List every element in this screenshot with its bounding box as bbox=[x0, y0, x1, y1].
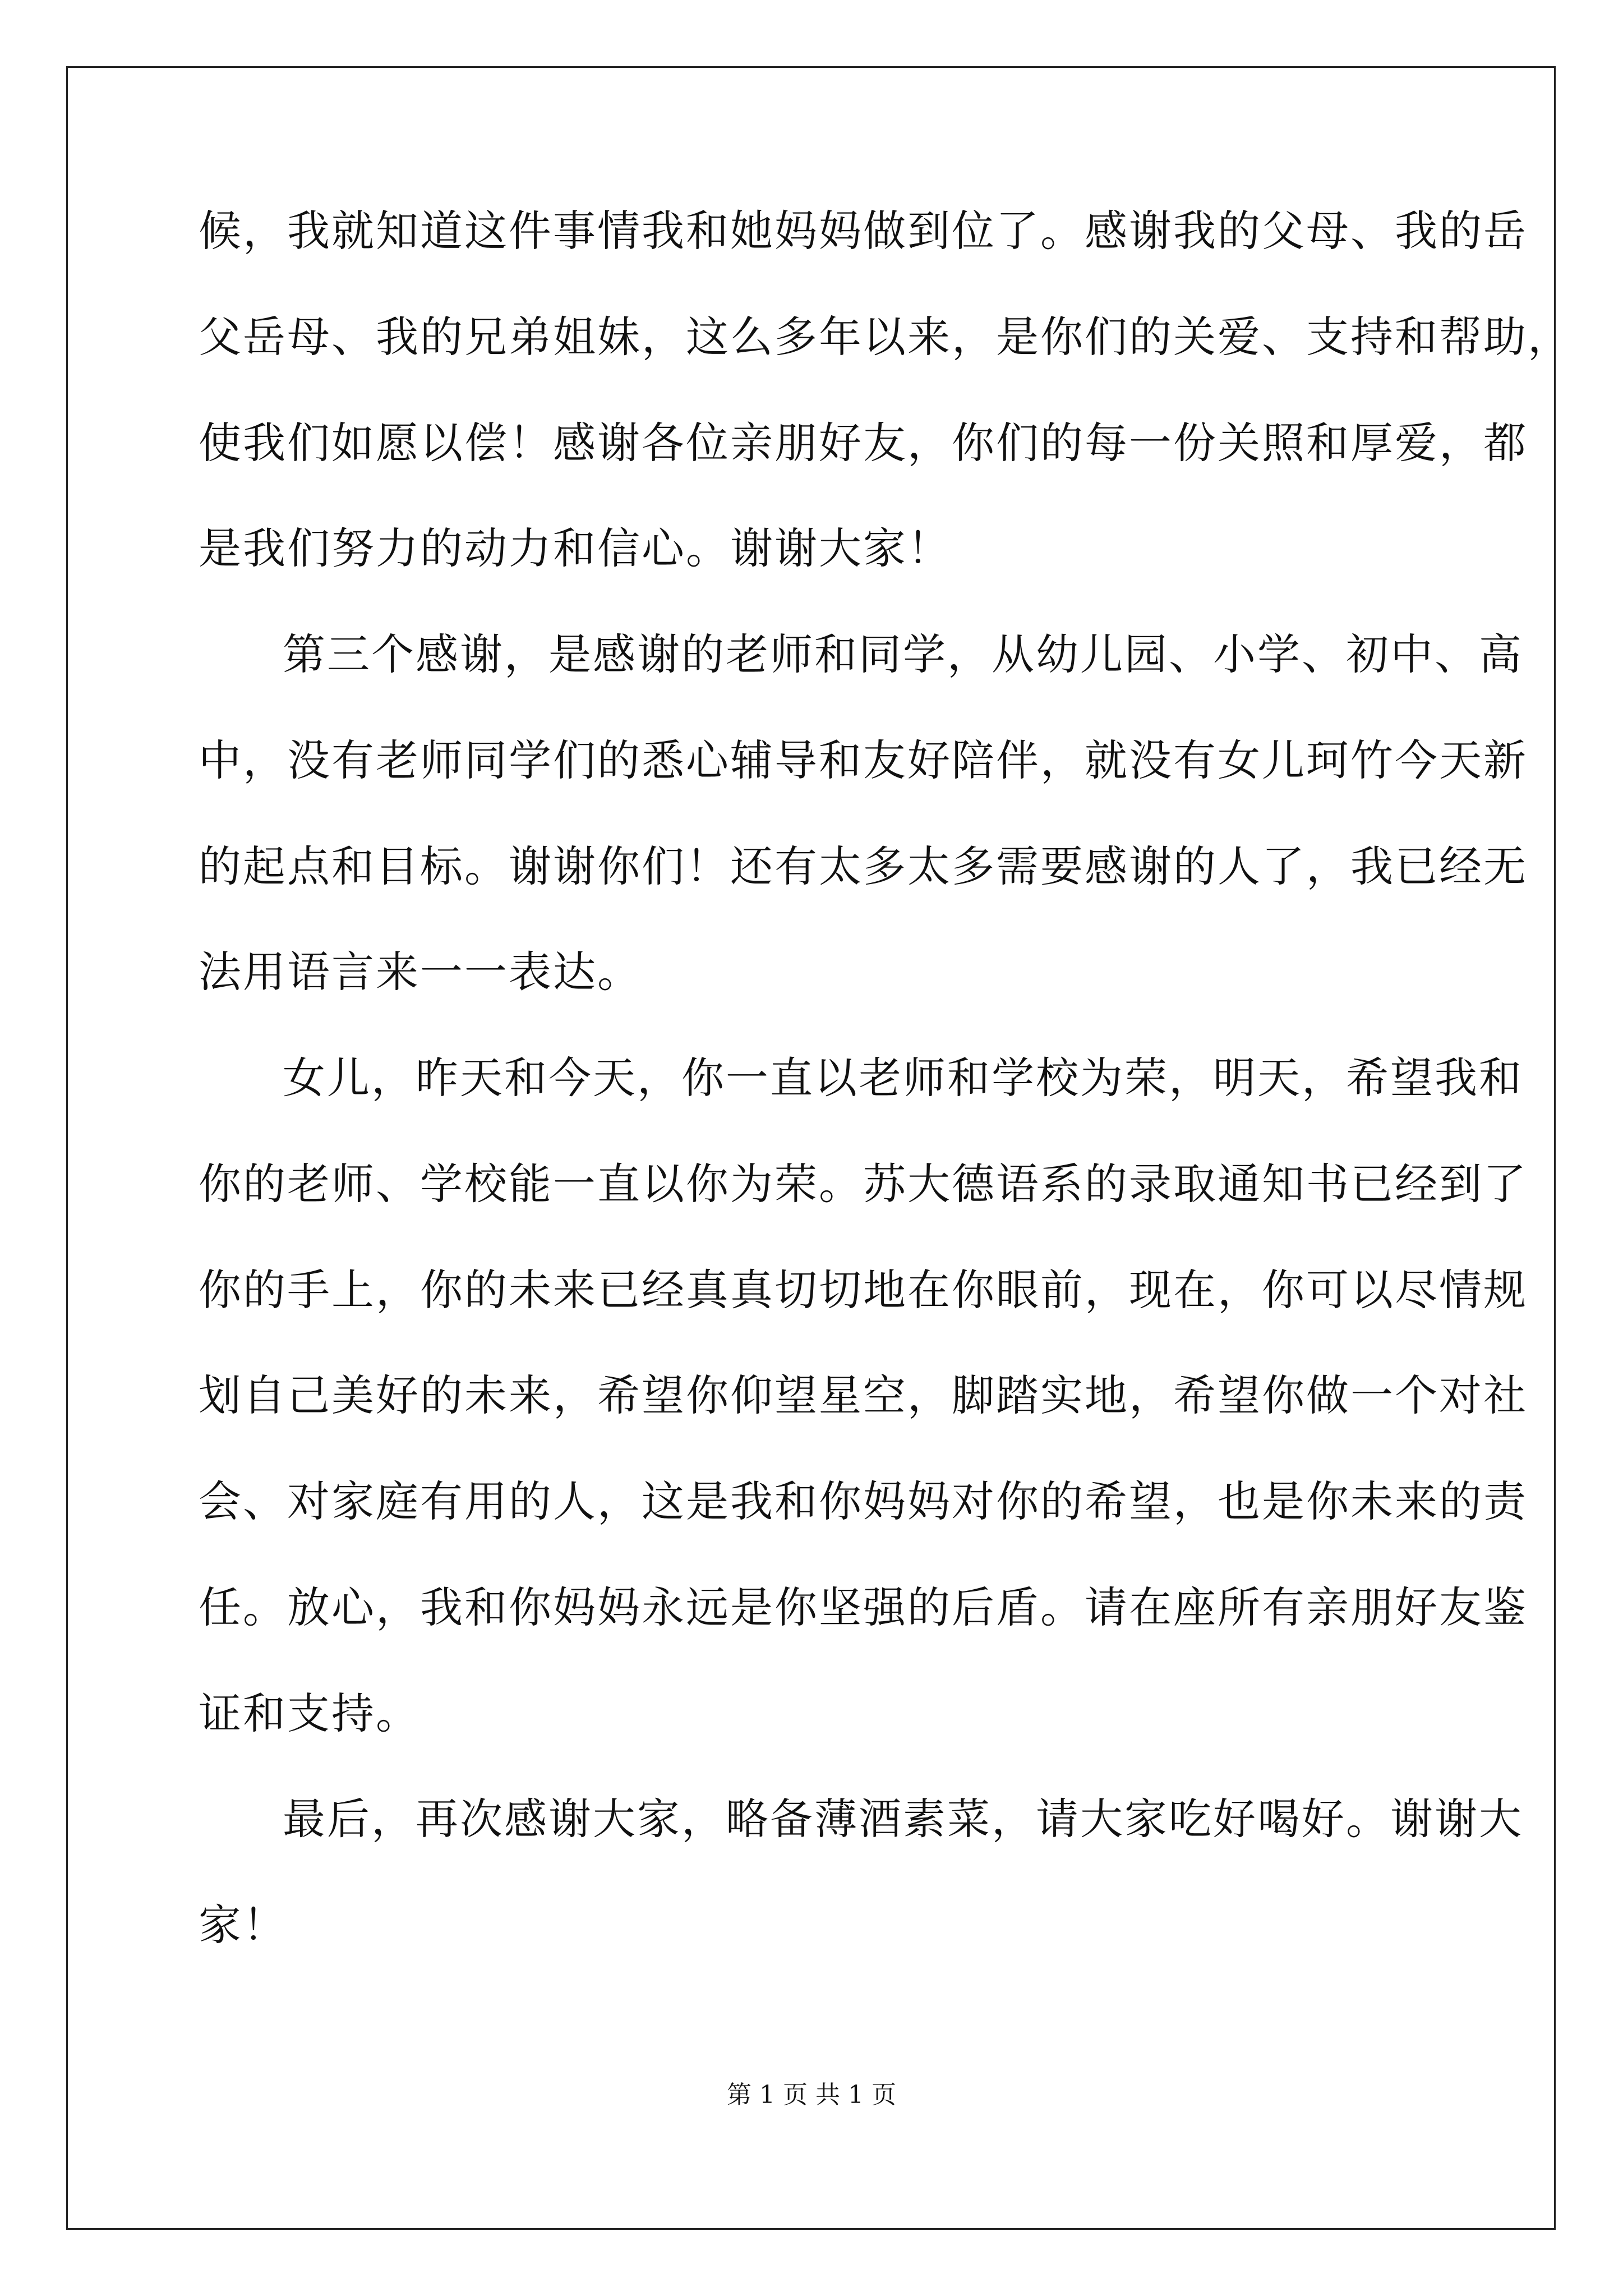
paragraph-first-line: 第三个感谢，是感谢的老师和同学，从幼儿园、小学、初中、高 bbox=[283, 629, 1523, 679]
text-line: 中，没有老师同学们的悉心辅导和友好陪伴，就没有女儿珂竹今天新 bbox=[199, 735, 1528, 785]
text-line: 任。放心，我和你妈妈永远是你坚强的后盾。请在座所有亲朋好友鉴 bbox=[199, 1582, 1528, 1632]
paragraph-first-line: 女儿，昨天和今天，你一直以老师和学校为荣，明天，希望我和 bbox=[283, 1053, 1523, 1103]
page-number: 第 1 页 共 1 页 bbox=[727, 2081, 896, 2109]
text-line: 家！ bbox=[199, 1900, 287, 1950]
text-line: 证和支持。 bbox=[199, 1688, 420, 1738]
text-line: 父岳母、我的兄弟姐妹，这么多年以来，是你们的关爱、支持和帮助， bbox=[199, 312, 1572, 362]
page-border bbox=[66, 66, 1556, 2230]
paragraph-first-line: 最后，再次感谢大家，略备薄酒素菜，请大家吃好喝好。谢谢大 bbox=[283, 1794, 1523, 1844]
text-line: 的起点和目标。谢谢你们！还有太多太多需要感谢的人了，我已经无 bbox=[199, 841, 1528, 891]
text-line: 你的老师、学校能一直以你为荣。苏大德语系的录取通知书已经到了 bbox=[199, 1159, 1528, 1209]
text-line: 你的手上，你的未来已经真真切切地在你眼前，现在，你可以尽情规 bbox=[199, 1265, 1528, 1315]
text-line: 是我们努力的动力和信心。谢谢大家！ bbox=[199, 523, 952, 573]
text-line: 法用语言来一一表达。 bbox=[199, 947, 642, 997]
text-line: 候，我就知道这件事情我和她妈妈做到位了。感谢我的父母、我的岳 bbox=[199, 206, 1528, 256]
text-line: 会、对家庭有用的人，这是我和你妈妈对你的希望，也是你未来的责 bbox=[199, 1476, 1528, 1526]
text-line: 使我们如愿以偿！感谢各位亲朋好友，你们的每一份关照和厚爱，都 bbox=[199, 418, 1528, 468]
text-line: 划自己美好的未来，希望你仰望星空，脚踏实地，希望你做一个对社 bbox=[199, 1370, 1528, 1420]
